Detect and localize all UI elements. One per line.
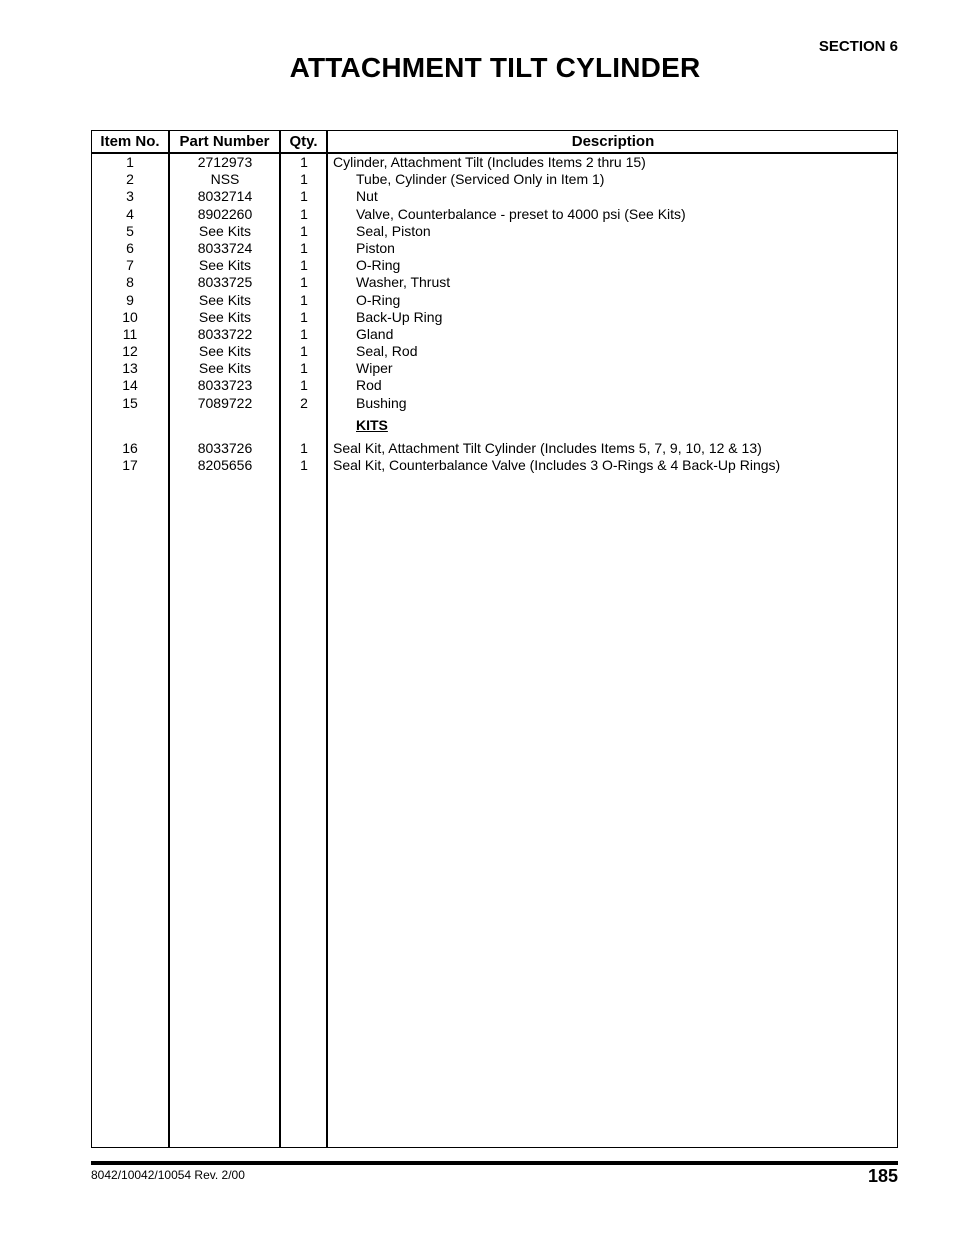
quantity: 1 [300,343,308,360]
item-number: 17 [122,457,138,473]
item-number: 4 [126,205,134,222]
part-number: 2712973 [197,154,253,170]
item-number: 2 [126,171,134,188]
item-number: 6 [126,239,134,256]
description: Gland [356,325,394,342]
description: Washer, Thrust [356,274,451,291]
kits-heading-label: KITS [356,416,388,433]
quantity: 1 [300,291,308,308]
table-row [92,292,897,309]
page-title: ATTACHMENT TILT CYLINDER [289,52,701,83]
table-row [92,343,897,360]
kits-heading [92,412,897,440]
part-number: 8033722 [197,325,253,342]
table-row [92,188,897,205]
quantity: 1 [300,457,308,473]
item-number: 11 [122,325,138,342]
description: Valve, Counterbalance - preset to 4000 psi (See Kits) [356,205,686,222]
quantity: 1 [300,308,308,325]
header-qty: Qty. [289,133,318,150]
description: Back-Up Ring [356,308,443,325]
item-number: 10 [122,308,138,325]
part-number: See Kits [198,308,252,325]
part-number: See Kits [198,222,252,239]
quantity: 1 [300,188,308,205]
table-row [92,440,897,457]
quantity: 1 [300,439,308,456]
item-number: 5 [126,222,134,239]
part-number: See Kits [198,291,252,308]
table-row [92,240,897,257]
table-row [92,206,897,223]
description: Seal Kit, Counterbalance Valve (Includes 3 O-Rings & 4 Back-Up Rings) [333,457,781,473]
description: Wiper [356,360,393,377]
quantity: 1 [300,257,308,274]
section-label: SECTION 6 [818,38,898,55]
header-item-no: Item No. [100,133,160,150]
item-number: 16 [122,439,138,456]
item-number: 13 [122,360,138,377]
description: Bushing [356,394,407,411]
part-number: 8032714 [197,188,253,205]
table-row [92,171,897,188]
quantity: 1 [300,154,308,170]
item-number: 14 [122,377,138,394]
description: Seal Kit, Attachment Tilt Cylinder (Includes Items 5, 7, 9, 10, 12 & 13) [333,439,762,456]
item-number: 7 [126,257,134,274]
description: Nut [356,188,378,205]
page-number: 185 [867,1166,898,1186]
table-row [92,223,897,240]
document-code: 8042/10042/10054 Rev. 2/00 [91,1168,245,1182]
description: Seal, Rod [356,343,418,360]
description: Cylinder, Attachment Tilt (Includes Items 2 thru 15) [333,154,646,170]
description: O-Ring [356,291,401,308]
quantity: 1 [300,171,308,188]
table-row [92,326,897,343]
table-row [92,154,897,171]
description: O-Ring [356,257,401,274]
part-number: See Kits [198,360,252,377]
table-body [92,154,897,474]
part-number: See Kits [198,343,252,360]
header-description: Description [571,133,655,150]
part-number: 8033723 [197,377,253,394]
quantity: 1 [300,239,308,256]
table-row [92,377,897,394]
quantity: 1 [300,274,308,291]
table-row [92,360,897,377]
table-row [92,257,897,274]
part-number: 8205656 [197,457,253,473]
quantity: 1 [300,360,308,377]
part-number: 8902260 [197,205,253,222]
quantity: 1 [300,222,308,239]
item-number: 3 [126,188,134,205]
description: Rod [356,377,382,394]
parts-table [91,130,898,1148]
part-number: 7089722 [197,394,253,411]
part-number: 8033726 [197,439,253,456]
description: Piston [356,239,395,256]
header-part-number: Part Number [179,133,270,150]
table-row [92,395,897,412]
item-number: 8 [126,274,134,291]
part-number: See Kits [198,257,252,274]
quantity: 1 [300,205,308,222]
item-number: 15 [122,394,138,411]
part-number: 8033724 [197,239,253,256]
table-row [92,274,897,291]
description: Seal, Piston [356,222,431,239]
description: Tube, Cylinder (Serviced Only in Item 1) [356,171,605,188]
table-header [92,131,897,154]
item-number: 1 [126,154,134,170]
part-number: NSS [210,171,240,188]
item-number: 9 [126,291,134,308]
quantity: 2 [300,394,308,411]
quantity: 1 [300,377,308,394]
part-number: 8033725 [197,274,253,291]
quantity: 1 [300,325,308,342]
table-row [92,309,897,326]
table-row [92,457,897,474]
footer-rule [91,1161,898,1165]
item-number: 12 [122,343,138,360]
